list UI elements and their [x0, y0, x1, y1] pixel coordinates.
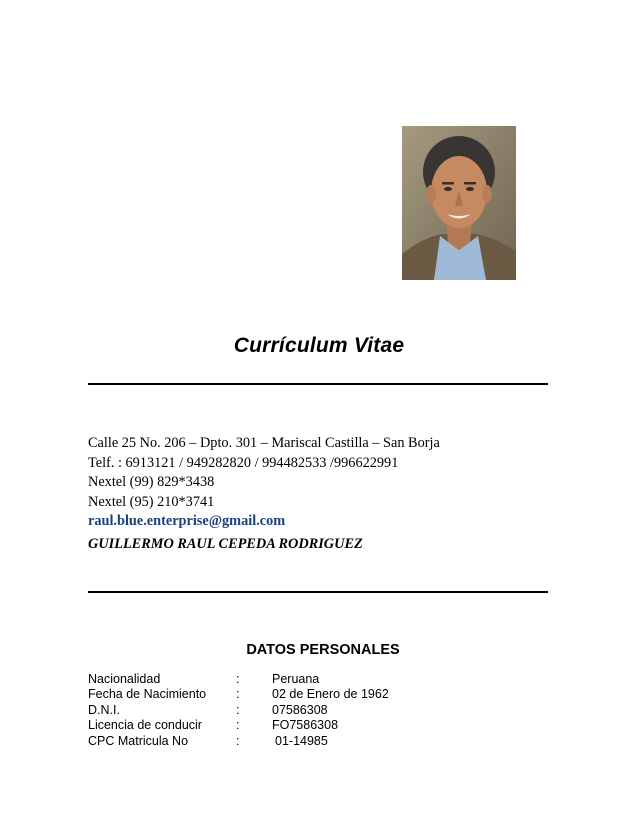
- row-value: 02 de Enero de 1962: [272, 687, 389, 702]
- section-title-personal-data: DATOS PERSONALES: [246, 642, 400, 658]
- personal-data-table: [88, 672, 468, 749]
- personal-row-nationality: [88, 672, 468, 687]
- row-value: FO7586308: [272, 718, 339, 733]
- row-label: D.N.I.: [88, 702, 120, 717]
- personal-row-license: [88, 718, 468, 733]
- row-separator: :: [236, 672, 240, 686]
- row-value: Peruana: [272, 672, 320, 686]
- phone-line: Telf. : 6913121 / 949282820 / 994482533 /996622991: [88, 454, 399, 471]
- cv-title: [0, 334, 638, 358]
- row-value: 01-14985: [275, 733, 328, 748]
- top-divider: [88, 383, 548, 385]
- row-separator: :: [236, 687, 240, 702]
- email-link[interactable]: raul.blue.enterprise@gmail.com: [88, 513, 286, 529]
- bottom-divider: [88, 591, 548, 593]
- cv-title-text: Currículum Vitae: [233, 334, 405, 357]
- row-separator: :: [236, 702, 240, 717]
- nextel-line-1: Nextel (99) 829*3438: [88, 474, 215, 490]
- portrait-illustration: [402, 126, 516, 280]
- row-separator: :: [236, 718, 240, 733]
- row-label: Fecha de Nacimiento: [88, 687, 207, 702]
- contact-block: [88, 434, 440, 532]
- row-label: Licencia de conducir: [88, 718, 202, 733]
- row-label: CPC Matricula No: [88, 733, 189, 748]
- personal-row-dni: [88, 703, 468, 718]
- row-label: Nacionalidad: [88, 672, 161, 686]
- personal-row-birthdate: [88, 687, 468, 702]
- row-separator: :: [236, 733, 240, 748]
- nextel-line-2: Nextel (95) 210*3741: [88, 493, 215, 510]
- profile-photo: [402, 126, 516, 280]
- address-line: Calle 25 No. 206 – Dpto. 301 – Mariscal Castilla – San Borja: [88, 435, 440, 451]
- row-value: 07586308: [272, 702, 328, 717]
- personal-row-cpc: [88, 734, 468, 749]
- full-name: GUILLERMO RAUL CEPEDA RODRIGUEZ: [88, 536, 363, 552]
